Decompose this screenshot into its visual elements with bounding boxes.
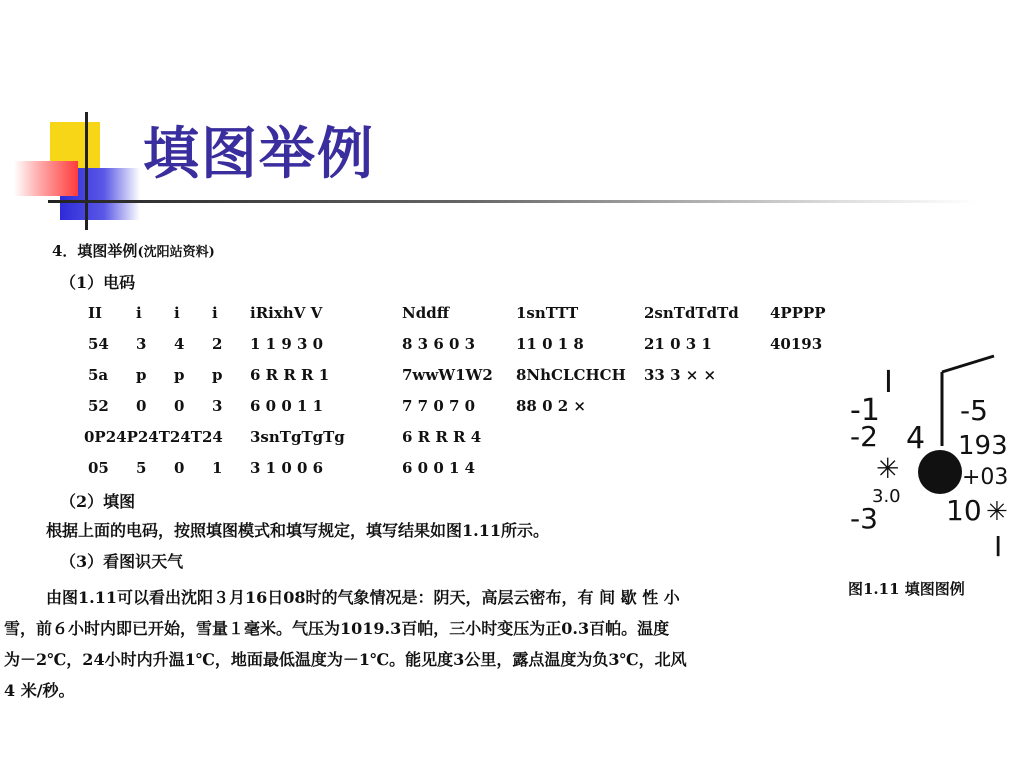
- table-cell: 0P24P24T24T24: [84, 428, 223, 446]
- table-cell: 88 0 2 ×: [516, 397, 586, 415]
- table-cell: p: [136, 366, 147, 384]
- decor-red-square: [14, 161, 78, 196]
- table-header-cell: i: [174, 304, 180, 322]
- section-heading: [52, 240, 215, 261]
- table-cell: 3snTgTgTg: [250, 428, 345, 446]
- table-header-cell: 1snTTT: [516, 304, 579, 322]
- subsection-weather: （3）看图识天气: [60, 552, 184, 571]
- label-left-3: -3: [850, 502, 878, 535]
- station-circle: [918, 450, 962, 494]
- table-cell: 1 1 9 3 0: [250, 335, 324, 353]
- table-cell: 05: [88, 459, 109, 477]
- table-cell: 5a: [88, 366, 109, 384]
- slide-title: 填图举例: [143, 122, 375, 187]
- fill-paragraph: 根据上面的电码，按照填图模式和填写规定，填写结果如图1.11所示。: [46, 521, 549, 540]
- label-left-1: -1: [850, 393, 880, 428]
- title-underline: [48, 200, 978, 203]
- station-model-figure: [842, 350, 1022, 565]
- table-cell: 54: [88, 335, 109, 353]
- table-cell: 7 7 0 7 0: [402, 397, 476, 415]
- weather-line: 由图1.11可以看出沈阳３月16日08时的气象情况是：阴天，高层云密布，有 间 歇 性 小: [46, 588, 680, 607]
- table-cell: 4: [174, 335, 185, 353]
- table-cell: 0: [174, 459, 185, 477]
- table-cell: 6 R R R 4: [402, 428, 482, 446]
- table-cell: p: [212, 366, 223, 384]
- table-cell: 33 3 × ×: [644, 366, 717, 384]
- subsection-fill: （2）填图: [60, 492, 136, 511]
- table-cell: 7wwW1W2: [402, 366, 493, 384]
- table-header-cell: 4PPPP: [770, 304, 826, 322]
- label-right-4: 10: [946, 494, 982, 527]
- weather-line: 为－2℃，24小时内升温1℃，地面最低温度为－1℃。能见度3公里，露点温度为负3℃，北风: [4, 650, 687, 669]
- figure-caption: 图1.11 填图图例: [848, 580, 965, 598]
- table-cell: 5: [136, 459, 147, 477]
- cloud-mark: 4: [906, 421, 926, 456]
- table-cell: 2: [212, 335, 223, 353]
- table-cell: 3: [212, 397, 223, 415]
- table-cell: 6 0 0 1 4: [402, 459, 476, 477]
- decor-vertical-line: [85, 112, 88, 230]
- table-cell: p: [174, 366, 185, 384]
- label-left-2: -2: [850, 420, 878, 453]
- table-header-cell: II: [88, 304, 103, 322]
- section-heading-text: 4．填图举例: [52, 242, 138, 260]
- table-cell: 3 1 0 0 6: [250, 459, 324, 477]
- top-mark: I: [884, 365, 893, 400]
- table-cell: 0: [136, 397, 147, 415]
- snow-symbol-left: ✳: [876, 452, 900, 485]
- weather-line: 雪，前６小时内即已开始，雪量１毫米。气压为1019.3百帕，三小时变压为正0.3百帕。温度: [4, 619, 670, 638]
- table-cell: 3: [136, 335, 147, 353]
- label-right-2: 193: [958, 431, 1008, 461]
- table-header-cell: i: [212, 304, 218, 322]
- weather-line: 4 米/秒。: [4, 681, 75, 700]
- table-cell: 52: [88, 397, 109, 415]
- table-header-cell: i: [136, 304, 142, 322]
- table-cell: 21 0 3 1: [644, 335, 712, 353]
- table-cell: 6 R R R 1: [250, 366, 330, 384]
- wind-barb-flag: [942, 356, 994, 372]
- bottom-mark: I: [994, 530, 1003, 563]
- table-cell: 11 0 1 8: [516, 335, 584, 353]
- table-cell: 40193: [770, 335, 823, 353]
- table-header-cell: Nddff: [402, 304, 449, 322]
- section-heading-note: (沈阳站资料): [137, 245, 215, 260]
- label-right-3: +03: [962, 465, 1009, 490]
- snow-symbol-right: ✳: [986, 497, 1008, 527]
- label-right-1: -5: [960, 394, 988, 427]
- table-cell: 0: [174, 397, 185, 415]
- table-cell: 1: [212, 459, 223, 477]
- label-visibility: 3.0: [872, 486, 901, 507]
- table-cell: 6 0 0 1 1: [250, 397, 324, 415]
- table-header-cell: iRixhV V: [250, 304, 323, 322]
- subsection-code: （1）电码: [60, 273, 136, 292]
- table-cell: 8 3 6 0 3: [402, 335, 476, 353]
- table-header-cell: 2snTdTdTd: [644, 304, 739, 322]
- table-cell: 8NhCLCHCH: [516, 366, 626, 384]
